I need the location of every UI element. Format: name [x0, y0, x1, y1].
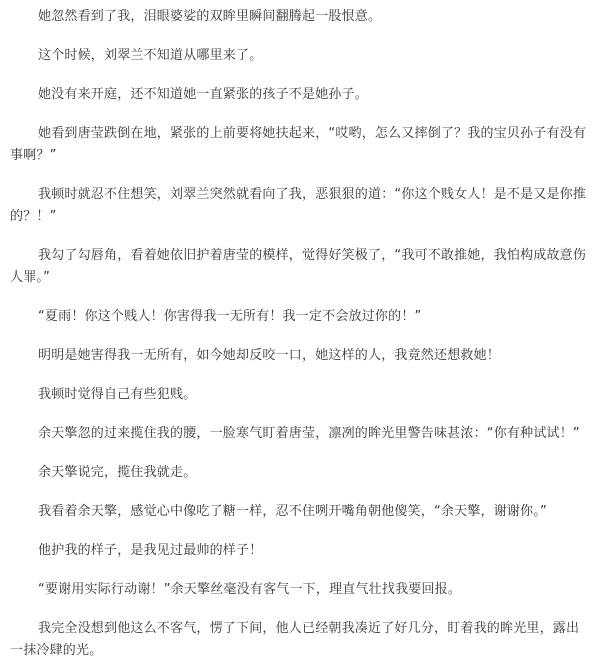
- paragraph: “要谢用实际行动谢！”余天擎丝毫没有客气一下，理直气壮找我要回报。: [38, 582, 462, 597]
- paragraph: 她忽然看到了我，泪眼婆娑的双眸里瞬间翻腾起一股恨意。: [38, 9, 382, 24]
- paragraph: 我顿时就忍不住想笑，刘翠兰突然就看向了我，恶狠狠的道：“你这个贱女人！是不是又是你推的？！”: [10, 187, 587, 224]
- paragraph: 他护我的样子，是我见过最帅的样子！: [38, 543, 263, 558]
- paragraph: 明明是她害得我一无所有，如今她却反咬一口，她这样的人，我竟然还想救她！: [38, 348, 501, 363]
- paragraph: 余天擎忽的过来揽住我的腰，一脸寒气盯着唐莹，凛冽的眸光里警告味甚浓：“你有种试试！”: [38, 426, 580, 441]
- paragraph: 我看着余天擎，感觉心中像吃了糖一样，忍不住咧开嘴角朝他傻笑，“余天擎，谢谢你。”: [38, 504, 547, 519]
- paragraph: 她没有来开庭，还不知道她一直紧张的孩子不是她孙子。: [38, 87, 369, 102]
- paragraph: 余天擎说完，揽住我就走。: [38, 465, 197, 480]
- paragraph: 她看到唐莹跌倒在地，紧张的上前要将她扶起来，“哎哟，怎么又摔倒了？我的宝贝孙子有没有事啊？”: [10, 126, 587, 163]
- paragraph: 我顿时觉得自己有些犯贱。: [38, 387, 197, 402]
- paragraph: 我勾了勾唇角，看着她依旧护着唐莹的模样，觉得好笑极了，“我可不敢推她，我怕构成故意伤人罪。”: [10, 248, 587, 285]
- paragraph: 我完全没想到他这么不客气，愣了下间，他人已经朝我凑近了好几分，盯着我的眸光里，露出一抹冷肆的光。: [10, 621, 580, 658]
- paragraph: 这个时候，刘翠兰不知道从哪里来了。: [38, 48, 263, 63]
- paragraph: “夏雨！你这个贱人！你害得我一无所有！我一定不会放过你的！”: [38, 309, 422, 324]
